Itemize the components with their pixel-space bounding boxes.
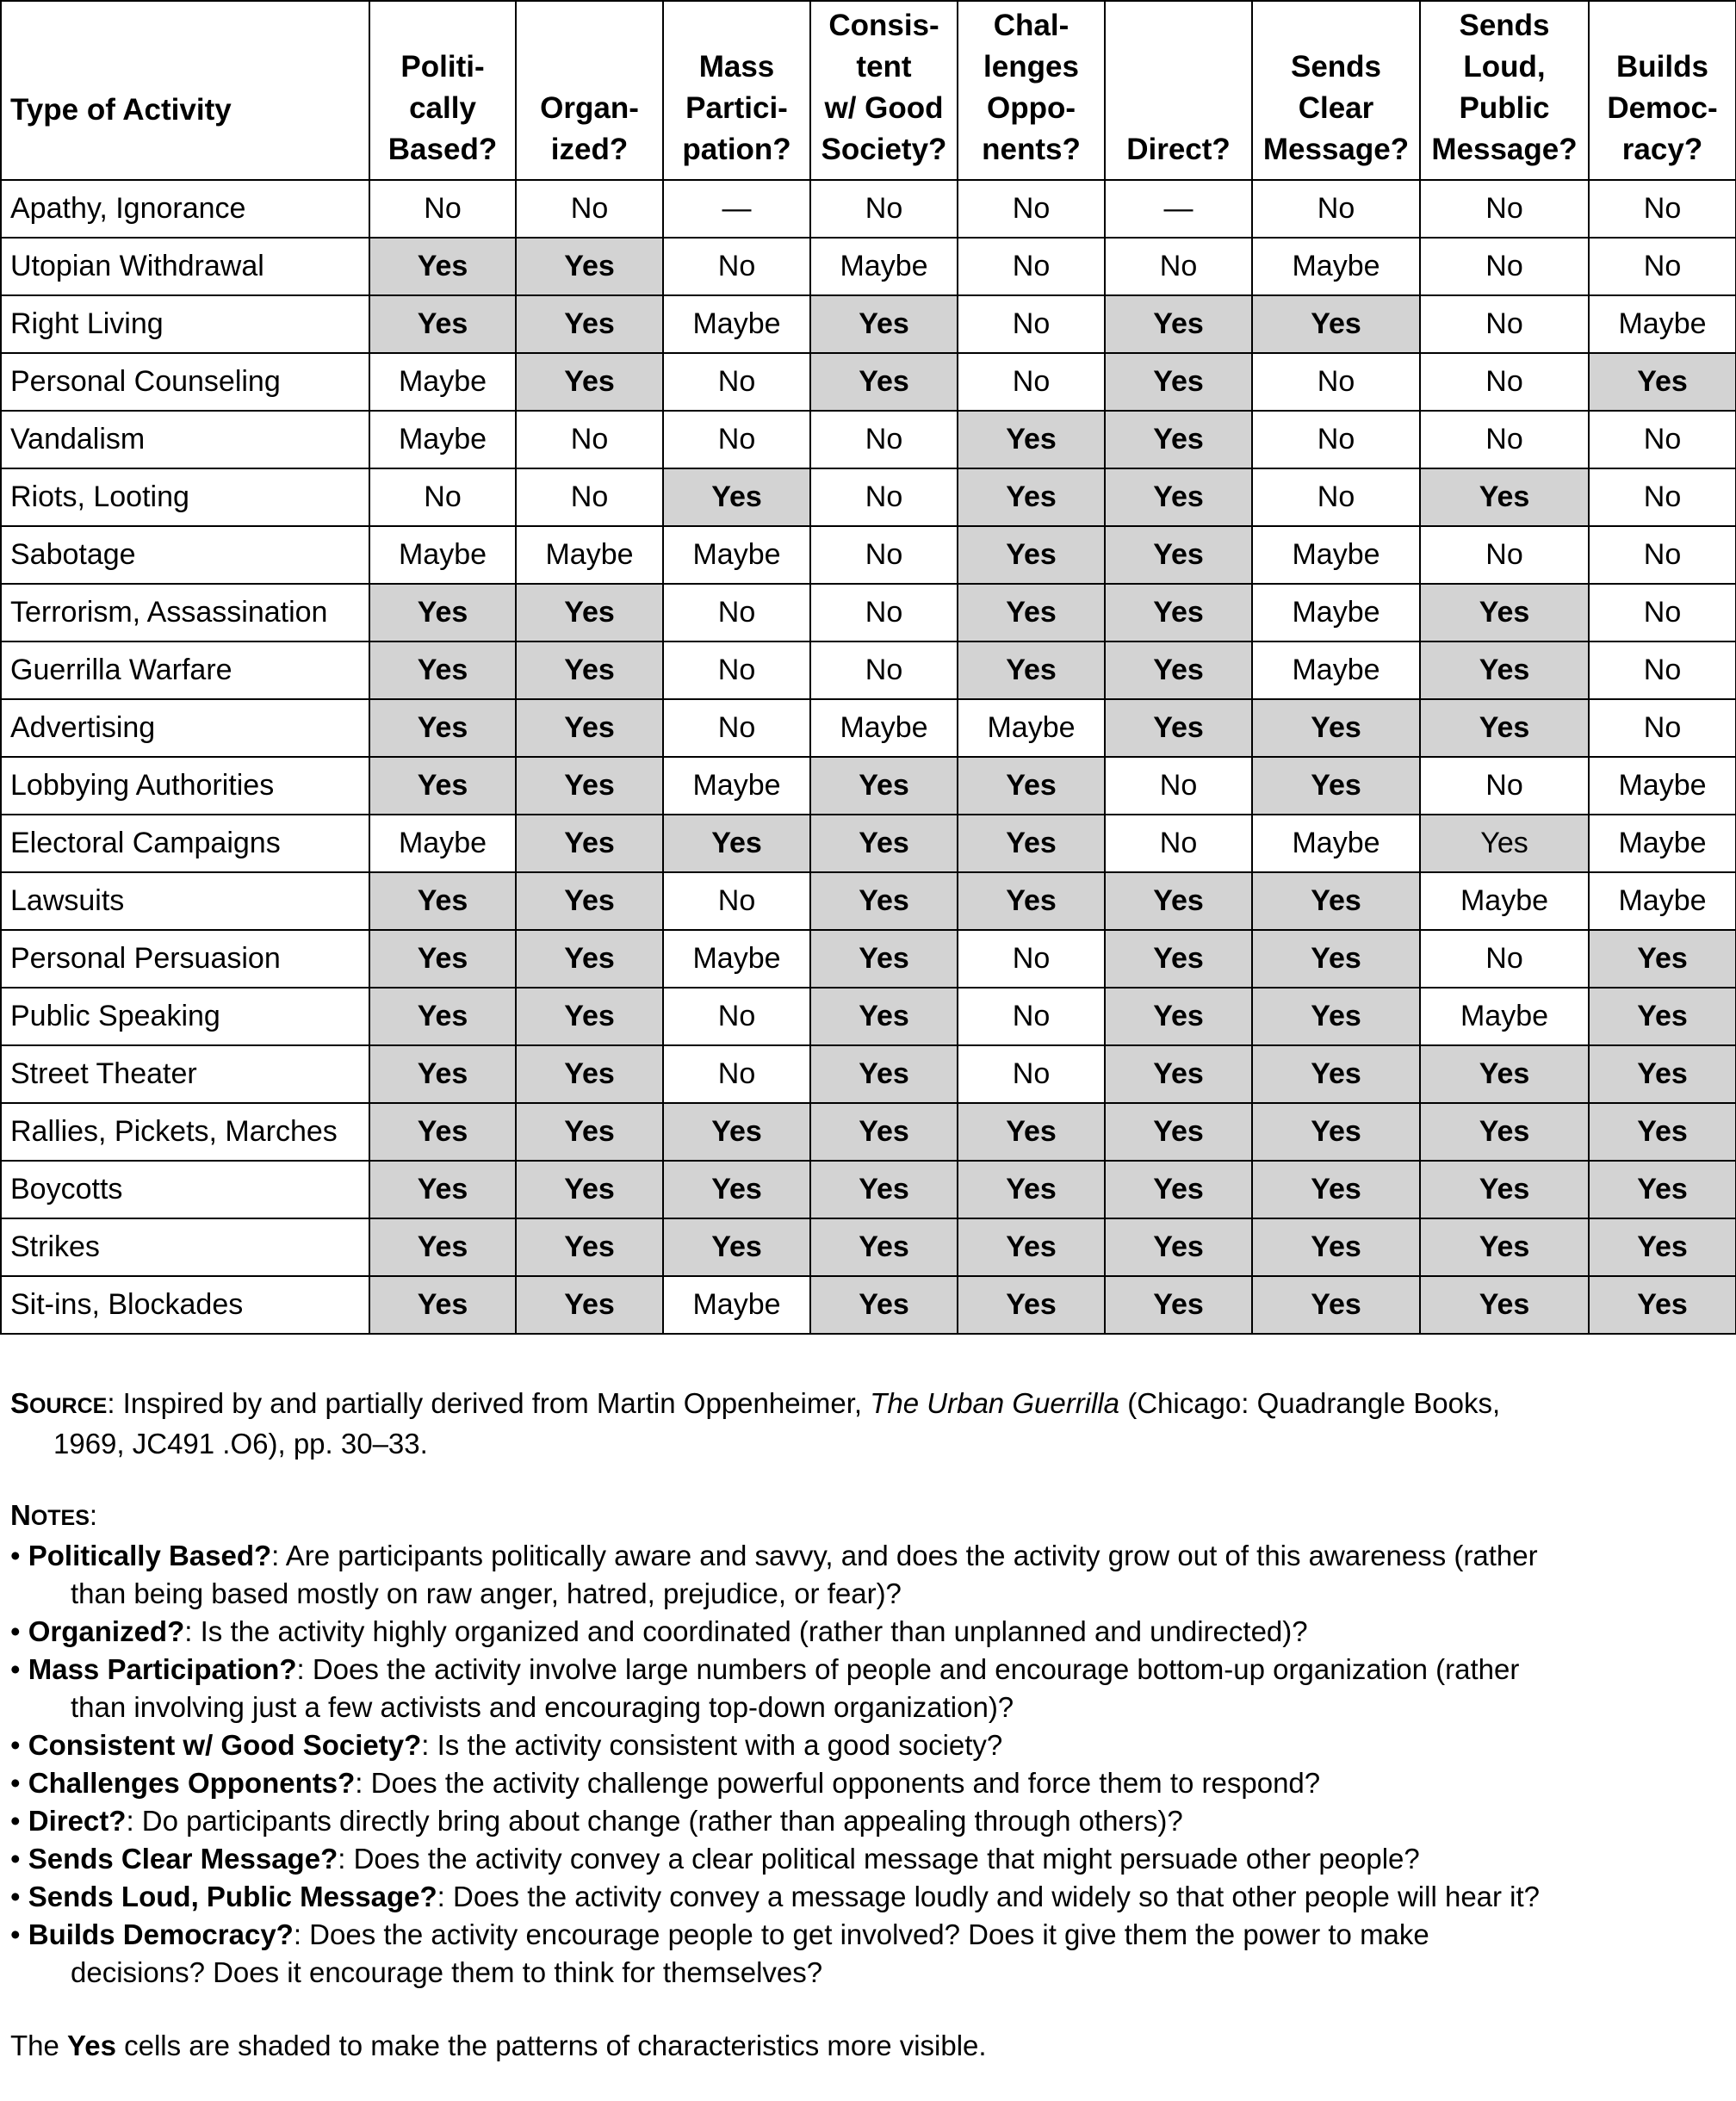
table-cell: Yes <box>1589 988 1736 1045</box>
table-cell: No <box>1420 295 1589 353</box>
activity-label: Utopian Withdrawal <box>1 238 369 295</box>
note-term: Mass Participation? <box>28 1653 297 1685</box>
column-header-5: Chal- lenges Oppo- nents? <box>958 1 1105 180</box>
table-cell: Yes <box>369 295 516 353</box>
table-row <box>1 584 1736 641</box>
table-cell: Maybe <box>1589 815 1736 872</box>
table-cell: No <box>1589 411 1736 468</box>
activity-label: Public Speaking <box>1 988 369 1045</box>
table-cell: Yes <box>369 1045 516 1103</box>
note-item: • Challenges Opponents?: Does the activity challenge powerful opponents and force them to respond? <box>10 1767 1321 1799</box>
column-header-6: Direct? <box>1105 1 1252 180</box>
table-cell: No <box>663 353 810 411</box>
table-cell: Yes <box>958 1276 1105 1334</box>
table-cell: No <box>958 1045 1105 1103</box>
table-cell: Yes <box>1105 988 1252 1045</box>
table-cell: Maybe <box>810 699 958 757</box>
table-cell: Yes <box>810 1045 958 1103</box>
table-cell: No <box>958 238 1105 295</box>
activity-label: Terrorism, Assassination <box>1 584 369 641</box>
table-cell: Maybe <box>369 815 516 872</box>
notes-section <box>10 1497 1720 1992</box>
table-cell: Yes <box>1420 641 1589 699</box>
table-cell: Yes <box>663 1218 810 1276</box>
table-cell: No <box>369 180 516 238</box>
table-cell: No <box>1589 641 1736 699</box>
table-cell: Yes <box>1420 1161 1589 1218</box>
table-cell: Yes <box>516 872 663 930</box>
table-cell: Maybe <box>516 526 663 584</box>
table-cell: No <box>810 468 958 526</box>
note-term: Sends Loud, Public Message? <box>28 1881 437 1912</box>
table-cell: Yes <box>1420 584 1589 641</box>
table-cell: Yes <box>1420 1103 1589 1161</box>
table-cell: No <box>1589 699 1736 757</box>
table-cell: No <box>516 411 663 468</box>
table-cell: Yes <box>1105 1045 1252 1103</box>
table-cell: No <box>1589 238 1736 295</box>
table-row <box>1 988 1736 1045</box>
table-cell: Yes <box>1252 1218 1420 1276</box>
table-cell: Maybe <box>369 353 516 411</box>
table-cell: Yes <box>663 1161 810 1218</box>
table-cell: No <box>958 180 1105 238</box>
activity-label: Rallies, Pickets, Marches <box>1 1103 369 1161</box>
table-row <box>1 872 1736 930</box>
table-row <box>1 641 1736 699</box>
table-cell: Yes <box>1252 1276 1420 1334</box>
table-cell: No <box>1420 757 1589 815</box>
column-header-activity: Type of Activity <box>1 1 369 180</box>
note-term: Challenges Opponents? <box>28 1767 356 1799</box>
table-cell: Maybe <box>810 238 958 295</box>
table-cell: Yes <box>1252 1045 1420 1103</box>
table-cell: Maybe <box>663 757 810 815</box>
table-cell: Yes <box>1105 1276 1252 1334</box>
table-row <box>1 1103 1736 1161</box>
activity-label: Vandalism <box>1 411 369 468</box>
table-cell: Yes <box>958 1161 1105 1218</box>
table-cell: Yes <box>1252 1161 1420 1218</box>
table-cell: Yes <box>810 930 958 988</box>
table-cell: Yes <box>810 1218 958 1276</box>
table-cell: Yes <box>810 1103 958 1161</box>
note-term: Builds Democracy? <box>28 1918 294 1950</box>
table-cell: No <box>810 411 958 468</box>
table-cell: Maybe <box>1589 295 1736 353</box>
table-cell: Yes <box>1105 1218 1252 1276</box>
table-cell: No <box>663 411 810 468</box>
table-header-row <box>1 1 1736 180</box>
table-cell: Yes <box>516 1218 663 1276</box>
table-row <box>1 1045 1736 1103</box>
table-cell: Yes <box>1420 699 1589 757</box>
table-cell: Maybe <box>1252 584 1420 641</box>
table-cell: Yes <box>516 1045 663 1103</box>
table-cell: Yes <box>1105 699 1252 757</box>
table-cell: Yes <box>516 930 663 988</box>
table-cell: — <box>663 180 810 238</box>
table-cell: No <box>958 353 1105 411</box>
table-cell: Yes <box>369 1103 516 1161</box>
table-cell: Yes <box>1589 930 1736 988</box>
table-cell: Yes <box>1105 1103 1252 1161</box>
table-cell: Yes <box>810 872 958 930</box>
table-cell: Yes <box>516 584 663 641</box>
note-item: • Direct?: Do participants directly bring about change (rather than appealing through others)? <box>10 1805 1183 1837</box>
table-cell: Yes <box>958 872 1105 930</box>
source-continuation: 1969, JC491 .O6), pp. 30–33. <box>53 1428 428 1460</box>
table-cell: No <box>1420 180 1589 238</box>
shading-footnote: The Yes cells are shaded to make the patterns of characteristics more visible. <box>10 2030 987 2061</box>
table-cell: Yes <box>1105 353 1252 411</box>
table-cell: Yes <box>810 1276 958 1334</box>
table-cell: Yes <box>1420 468 1589 526</box>
table-cell: Yes <box>1252 757 1420 815</box>
table-cell: No <box>663 699 810 757</box>
table-cell: No <box>1252 411 1420 468</box>
table-cell: Yes <box>1589 1045 1736 1103</box>
table-cell: No <box>516 468 663 526</box>
table-cell: Yes <box>1420 1218 1589 1276</box>
table-cell: Maybe <box>663 930 810 988</box>
table-cell: No <box>1105 757 1252 815</box>
table-cell: — <box>1105 180 1252 238</box>
table-row <box>1 1161 1736 1218</box>
notes-label: NOTES: <box>10 1499 98 1531</box>
column-header-4: Consis- tent w/ Good Society? <box>810 1 958 180</box>
table-cell: No <box>663 988 810 1045</box>
table-row <box>1 699 1736 757</box>
table-cell: Maybe <box>369 411 516 468</box>
column-header-1: Politi- cally Based? <box>369 1 516 180</box>
table-cell: Yes <box>810 815 958 872</box>
table-cell: No <box>1420 526 1589 584</box>
source-citation: SOURCE: Inspired by and partially derived from Martin Oppenheimer, The Urban Guerrilla (Chicago: Quadrangle Books, 1969, JC491 .O6), pp. 30–33. <box>10 1385 1724 1463</box>
note-item: • Mass Participation?: Does the activity involve large numbers of people and encourage bottom-up organization (rather than involving just a few activists and encouraging top-down organization)? <box>10 1651 1720 1726</box>
table-cell: Maybe <box>1252 641 1420 699</box>
table-row <box>1 411 1736 468</box>
table-row <box>1 238 1736 295</box>
table-cell: No <box>1589 526 1736 584</box>
note-item: • Builds Democracy?: Does the activity encourage people to get involved? Does it give them the power to make decisions? Does it encourage them to think for themselves? <box>10 1916 1720 1992</box>
table-cell: Yes <box>1105 468 1252 526</box>
table-cell: Yes <box>958 584 1105 641</box>
table-cell: No <box>663 238 810 295</box>
table-cell: No <box>1420 930 1589 988</box>
table-cell: Maybe <box>958 699 1105 757</box>
table-cell: Maybe <box>663 295 810 353</box>
table-cell: No <box>1252 353 1420 411</box>
table-cell: Maybe <box>369 526 516 584</box>
table-cell: Yes <box>369 699 516 757</box>
column-header-2: Organ- ized? <box>516 1 663 180</box>
table-cell: Yes <box>1589 1161 1736 1218</box>
table-cell: Maybe <box>1420 872 1589 930</box>
note-item: • Sends Loud, Public Message?: Does the activity convey a message loudly and widely so that other people will hear it? <box>10 1881 1541 1912</box>
table-cell: Maybe <box>663 1276 810 1334</box>
table-cell: Yes <box>516 295 663 353</box>
table-cell: Yes <box>516 1161 663 1218</box>
activity-label: Riots, Looting <box>1 468 369 526</box>
table-cell: Maybe <box>1589 872 1736 930</box>
table-cell: Yes <box>369 584 516 641</box>
table-cell: Yes <box>810 988 958 1045</box>
table-cell: Yes <box>958 526 1105 584</box>
table-cell: Yes <box>1105 1161 1252 1218</box>
table-cell: Yes <box>1105 411 1252 468</box>
table-cell: Maybe <box>663 526 810 584</box>
table-cell: Yes <box>1105 930 1252 988</box>
activity-label: Sabotage <box>1 526 369 584</box>
table-cell: Yes <box>958 641 1105 699</box>
table-cell: No <box>958 295 1105 353</box>
activity-label: Lobbying Authorities <box>1 757 369 815</box>
note-item: • Politically Based?: Are participants politically aware and savvy, and does the activity grow out of this awareness (rather than being based mostly on raw anger, hatred, prejudice, or fear)? <box>10 1537 1720 1613</box>
table-row <box>1 353 1736 411</box>
table-cell: No <box>958 988 1105 1045</box>
table-cell: Yes <box>369 988 516 1045</box>
table-cell: Yes <box>1589 1218 1736 1276</box>
table-cell: Yes <box>958 1103 1105 1161</box>
note-item: • Sends Clear Message?: Does the activity convey a clear political message that might persuade other people? <box>10 1843 1420 1875</box>
note-continuation: than involving just a few activists and encouraging top-down organization)? <box>71 1691 1014 1723</box>
column-header-9: Builds Democ- racy? <box>1589 1 1736 180</box>
activity-label: Personal Counseling <box>1 353 369 411</box>
table-cell: Yes <box>1105 641 1252 699</box>
table-cell: Yes <box>1105 526 1252 584</box>
table-cell: Yes <box>1420 815 1589 872</box>
note-term: Organized? <box>28 1615 185 1647</box>
table-cell: Yes <box>1589 1276 1736 1334</box>
source-book-title: The Urban Guerrilla <box>870 1387 1120 1419</box>
note-item: • Consistent w/ Good Society?: Is the activity consistent with a good society? <box>10 1729 1003 1761</box>
table-cell: Maybe <box>1252 815 1420 872</box>
table-cell: Yes <box>516 641 663 699</box>
source-label: SOURCE <box>10 1387 108 1419</box>
table-cell: Yes <box>369 930 516 988</box>
table-cell: Yes <box>1105 872 1252 930</box>
activity-label: Lawsuits <box>1 872 369 930</box>
table-cell: Yes <box>1252 930 1420 988</box>
table-cell: Yes <box>1420 1045 1589 1103</box>
table-cell: Yes <box>516 238 663 295</box>
table-cell: Yes <box>1105 584 1252 641</box>
table-row <box>1 468 1736 526</box>
activity-label: Right Living <box>1 295 369 353</box>
table-cell: Yes <box>516 757 663 815</box>
table-cell: No <box>1589 584 1736 641</box>
activity-label: Sit-ins, Blockades <box>1 1276 369 1334</box>
table-cell: Yes <box>1589 353 1736 411</box>
table-cell: Yes <box>663 1103 810 1161</box>
table-cell: No <box>810 641 958 699</box>
table-cell: Yes <box>958 1218 1105 1276</box>
table-cell: Yes <box>369 641 516 699</box>
table-cell: No <box>1420 411 1589 468</box>
table-row <box>1 930 1736 988</box>
table-cell: Yes <box>516 815 663 872</box>
table-cell: Yes <box>958 411 1105 468</box>
table-row <box>1 757 1736 815</box>
table-cell: No <box>516 180 663 238</box>
activity-label: Advertising <box>1 699 369 757</box>
table-cell: No <box>1589 180 1736 238</box>
activity-label: Guerrilla Warfare <box>1 641 369 699</box>
table-cell: Yes <box>369 872 516 930</box>
table-cell: Maybe <box>1420 988 1589 1045</box>
table-cell: No <box>1589 468 1736 526</box>
table-cell: Yes <box>1252 872 1420 930</box>
note-term: Direct? <box>28 1805 127 1837</box>
table-cell: Maybe <box>1252 526 1420 584</box>
note-continuation: decisions? Does it encourage them to think for themselves? <box>71 1956 823 1988</box>
table-cell: Yes <box>1252 699 1420 757</box>
note-term: Consistent w/ Good Society? <box>28 1729 422 1761</box>
table-cell: No <box>810 526 958 584</box>
table-body <box>1 180 1736 1334</box>
activity-label: Street Theater <box>1 1045 369 1103</box>
table-cell: Yes <box>1252 1103 1420 1161</box>
table-cell: Yes <box>1420 1276 1589 1334</box>
activity-label: Strikes <box>1 1218 369 1276</box>
table-cell: Yes <box>516 1103 663 1161</box>
table-cell: No <box>1105 238 1252 295</box>
table-cell: No <box>663 584 810 641</box>
column-header-7: Sends Clear Message? <box>1252 1 1420 180</box>
note-term: Politically Based? <box>28 1540 272 1571</box>
table-cell: No <box>1252 180 1420 238</box>
table-cell: Yes <box>663 468 810 526</box>
table-cell: Yes <box>369 238 516 295</box>
table-cell: No <box>369 468 516 526</box>
table-row <box>1 815 1736 872</box>
table-row <box>1 1276 1736 1334</box>
table-cell: Yes <box>516 1276 663 1334</box>
table-cell: Yes <box>958 468 1105 526</box>
table-row <box>1 180 1736 238</box>
column-header-8: Sends Loud, Public Message? <box>1420 1 1589 180</box>
table-cell: Yes <box>958 815 1105 872</box>
table-cell: Yes <box>369 1218 516 1276</box>
table-cell: Yes <box>369 1276 516 1334</box>
table-row <box>1 295 1736 353</box>
table-cell: Yes <box>810 353 958 411</box>
note-item: • Organized?: Is the activity highly organized and coordinated (rather than unplanned and undirected)? <box>10 1615 1308 1647</box>
table-cell: No <box>663 1045 810 1103</box>
table-cell: Yes <box>516 353 663 411</box>
table-cell: Yes <box>516 988 663 1045</box>
note-term: Sends Clear Message? <box>28 1843 338 1875</box>
activity-label: Electoral Campaigns <box>1 815 369 872</box>
table-cell: Maybe <box>1589 757 1736 815</box>
table-cell: No <box>810 180 958 238</box>
table-cell: Yes <box>516 699 663 757</box>
table-cell: No <box>663 641 810 699</box>
activity-label: Personal Persuasion <box>1 930 369 988</box>
table-cell: Yes <box>663 815 810 872</box>
table-cell: No <box>810 584 958 641</box>
table-cell: Yes <box>810 1161 958 1218</box>
table-cell: No <box>1420 353 1589 411</box>
table-cell: Yes <box>1105 295 1252 353</box>
table-cell: Maybe <box>1252 238 1420 295</box>
table-cell: No <box>1252 468 1420 526</box>
table-row <box>1 526 1736 584</box>
table-cell: No <box>1420 238 1589 295</box>
table-row <box>1 1218 1736 1276</box>
table-cell: Yes <box>810 295 958 353</box>
table-cell: Yes <box>1252 295 1420 353</box>
table-cell: Yes <box>1589 1103 1736 1161</box>
table-cell: Yes <box>810 757 958 815</box>
table-cell: Yes <box>369 1161 516 1218</box>
table-cell: Yes <box>1252 988 1420 1045</box>
table-cell: No <box>958 930 1105 988</box>
table-cell: No <box>1105 815 1252 872</box>
table-cell: Yes <box>958 757 1105 815</box>
activity-label: Boycotts <box>1 1161 369 1218</box>
table-cell: Yes <box>369 757 516 815</box>
note-continuation: than being based mostly on raw anger, hatred, prejudice, or fear)? <box>71 1577 902 1609</box>
activity-label: Apathy, Ignorance <box>1 180 369 238</box>
column-header-3: Mass Partici- pation? <box>663 1 810 180</box>
table-cell: No <box>663 872 810 930</box>
